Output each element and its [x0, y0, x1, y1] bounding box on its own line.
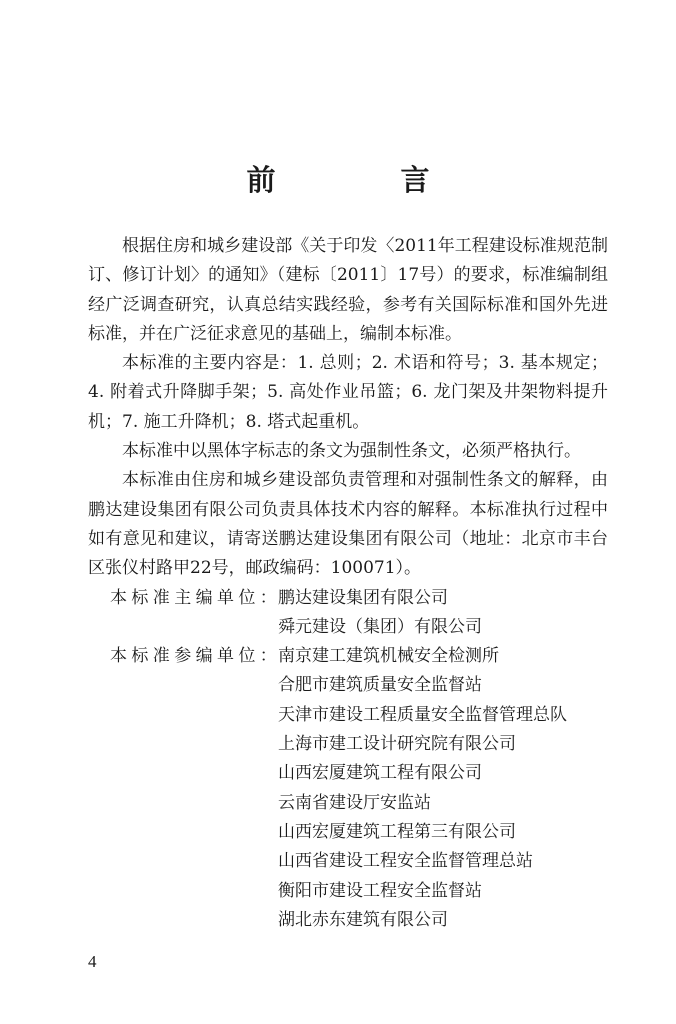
participating-unit-item: 湖北赤东建筑有限公司: [278, 909, 448, 930]
page-title: 前 言: [246, 163, 478, 197]
document-body: [88, 232, 608, 935]
chief-unit-item: 舜元建设（集团）有限公司: [278, 616, 482, 637]
participating-unit-item: 衡阳市建设工程安全监督站: [278, 880, 482, 901]
participating-units-label: 本标准参编单位：: [110, 646, 282, 667]
paragraph-contents: 本标准的主要内容是：1. 总则；2. 术语和符号；3. 基本规定；4. 附着式升降脚手架；5. 高处作业吊篮；6. 龙门架及井架物料提升机；7. 施工升降机；8. 塔式起重机。: [88, 353, 608, 432]
participating-unit-item: 山西省建设工程安全监督管理总站: [278, 851, 533, 872]
participating-unit-item: 南京建工建筑机械安全检测所: [278, 646, 499, 667]
participating-unit-item: 山西宏厦建筑工程有限公司: [278, 763, 482, 784]
participating-unit-item: 上海市建工设计研究院有限公司: [278, 734, 516, 755]
participating-units-block: [88, 642, 608, 935]
chief-unit-item: 鹏达建设集团有限公司: [278, 587, 448, 608]
page-number: 4: [88, 952, 97, 971]
participating-unit-item: 云南省建设厅安监站: [278, 792, 431, 813]
paragraph-management: 本标准由住房和城乡建设部负责管理和对强制性条文的解释，由鹏达建设集团有限公司负责具体技术内容的解释。本标准执行过程中如有意见和建议，请寄送鹏达建设集团有限公司（地址：北京市丰台区张仪村路甲22号，邮政编码：100071）。: [88, 470, 608, 579]
participating-unit-item: 山西宏厦建筑工程第三有限公司: [278, 821, 516, 842]
chief-units-label: 本标准主编单位：: [110, 587, 282, 608]
chief-units-block: [88, 584, 608, 643]
paragraph-basis: 根据住房和城乡建设部《关于印发〈2011年工程建设标准规范制订、修订计划〉的通知》（建标〔2011〕17号）的要求，标准编制组经广泛调查研究，认真总结实践经验，参考有关国际标准和国外先进标准，并在广泛征求意见的基础上，编制本标准。: [88, 236, 608, 344]
paragraph-mandatory: 本标准中以黑体字标志的条文为强制性条文，必须严格执行。: [122, 441, 581, 462]
participating-unit-item: 天津市建设工程质量安全监督管理总队: [278, 704, 567, 725]
participating-unit-item: 合肥市建筑质量安全监督站: [278, 675, 482, 696]
